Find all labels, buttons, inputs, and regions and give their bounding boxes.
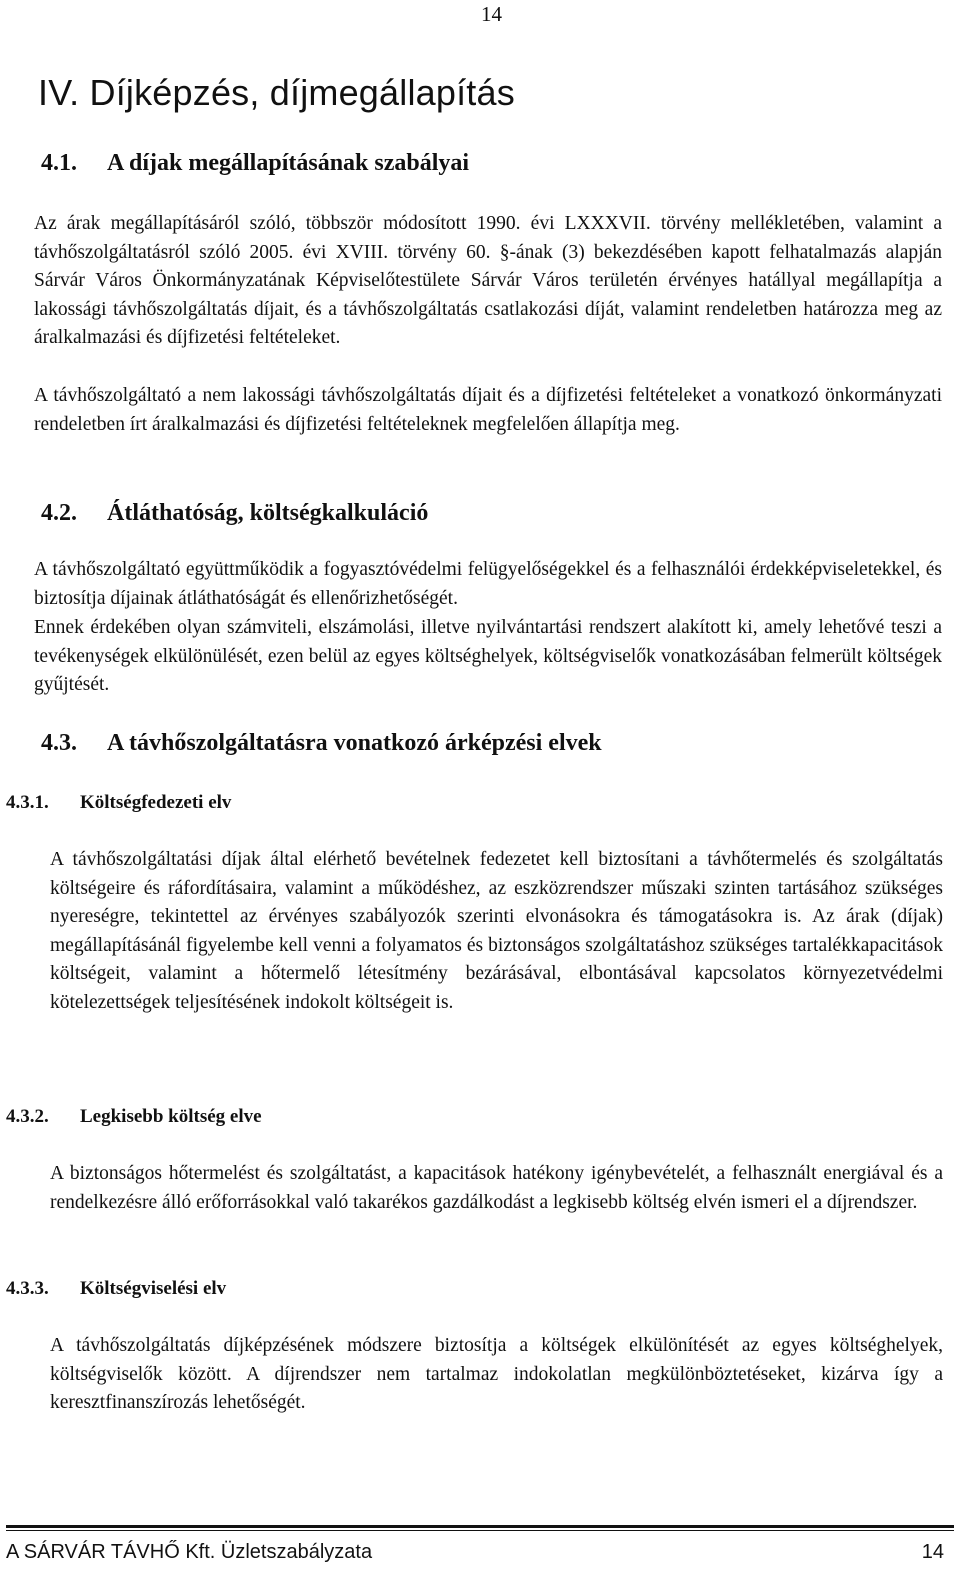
section-number: 4.3.2. xyxy=(6,1106,49,1127)
section-4-2-heading xyxy=(41,500,428,527)
section-4-2-paragraph-2: Ennek érdekében olyan számviteli, elszámolási, illetve nyilvántartási rendszert alakított ki, amely lehetővé teszi a tevékenységek elkülönülését, ezen belül az egyes költséghelyek, költségviselők vonatkozásában felmerült költségek gyűjtését. xyxy=(34,617,942,696)
section-title: Költségfedezeti elv xyxy=(80,792,232,813)
section-4-3-2-heading xyxy=(6,1106,262,1128)
section-4-3-1-paragraph: A távhőszolgáltatási díjak által elérhető bevételnek fedezetet kell biztosítani a távhőtermelés és szolgáltatás költségeire és ráfordításaira, valamint a működéshez, az eszközrendszer műszaki szinten tartásához szükséges nyereségre, tekintettel az érvényes szabályozók szerinti elvonásokra és támogatásokra is. Az árak (díjak) megállapításánál figyelembe kell venni a folyamatos és biztonságos szolgáltatáshoz szükséges tartalékkapacitások költségeit, valamint a hőtermelő létesítmény bezárásával, elbontásával kapcsolatos környezetvédelmi kötelezettségek teljesítésének indokolt költségeit is. xyxy=(50,849,943,1013)
section-number: 4.3. xyxy=(41,730,77,756)
page-number: 14 xyxy=(481,2,502,26)
section-number: 4.1. xyxy=(41,150,77,176)
section-title: A távhőszolgáltatásra vonatkozó árképzési elvek xyxy=(107,730,602,756)
chapter-title: IV. Díjképzés, díjmegállapítás xyxy=(38,72,515,113)
section-4-2-paragraph-1: A távhőszolgáltató együttműködik a fogyasztóvédelmi felügyelőségekkel és a felhasználói érdekképviseletekkel, és biztosítja díjainak átláthatóságát és ellenőrizhetőségét. xyxy=(34,559,942,609)
section-4-3-3-heading xyxy=(6,1278,226,1300)
footer-divider xyxy=(6,1525,954,1531)
footer-page-number: 14 xyxy=(921,1541,944,1563)
section-number: 4.3.3. xyxy=(6,1278,49,1299)
section-4-3-3-paragraph: A távhőszolgáltatás díjképzésének módszere biztosítja a költségek elkülönítését az egyes költséghelyek, költségviselők között. A díjrendszer nem tartalmaz indokolatlan megkülönböztetéseket, kizárva így a keresztfinanszírozás lehetőségét. xyxy=(50,1335,943,1414)
section-4-3-2-paragraph: A biztonságos hőtermelést és szolgáltatást, a kapacitások hatékony igénybevételét, a felhasznált energiával és a rendelkezésre álló erőforrásokkal való takarékos gazdálkodást a legkisebb költség elvén ismeri el a díjrendszer. xyxy=(50,1163,943,1213)
section-4-1-paragraph-2: A távhőszolgáltató a nem lakossági távhőszolgáltatás díjait és a díjfizetési feltételeket a vonatkozó önkormányzati rendeletben írt áralkalmazási és díjfizetési feltételeknek megfelelően állapítja meg. xyxy=(34,385,942,435)
section-title: Költségviselési elv xyxy=(80,1278,227,1299)
section-4-1-paragraph-1: Az árak megállapításáról szóló, többször módosított 1990. évi LXXXVII. törvény mellékletében, valamint a távhőszolgáltatásról szóló 2005. évi XVIII. törvény 60. §-ának (3) bekezdésében kapott felhatalmazás alapján Sárvár Város Önkormányzatának Képviselőtestülete Sárvár Város területén érvényes hatállyal megállapítja a lakossági távhőszolgáltatás díjait, és a távhőszolgáltatás csatlakozási díját, valamint rendeletben határozza meg az áralkalmazási és díjfizetési feltételeket. xyxy=(34,213,942,349)
section-number: 4.3.1. xyxy=(6,792,49,813)
section-4-3-1-heading xyxy=(6,792,231,814)
section-title: Átláthatóság, költségkalkuláció xyxy=(107,500,429,526)
section-4-1-heading xyxy=(41,150,469,177)
footer-document-title: A SÁRVÁR TÁVHŐ Kft. Üzletszabályzata xyxy=(6,1541,373,1563)
section-number: 4.2. xyxy=(41,500,77,526)
section-4-3-heading xyxy=(41,730,602,757)
section-title: A díjak megállapításának szabályai xyxy=(107,150,470,176)
section-title: Legkisebb költség elve xyxy=(80,1106,262,1127)
